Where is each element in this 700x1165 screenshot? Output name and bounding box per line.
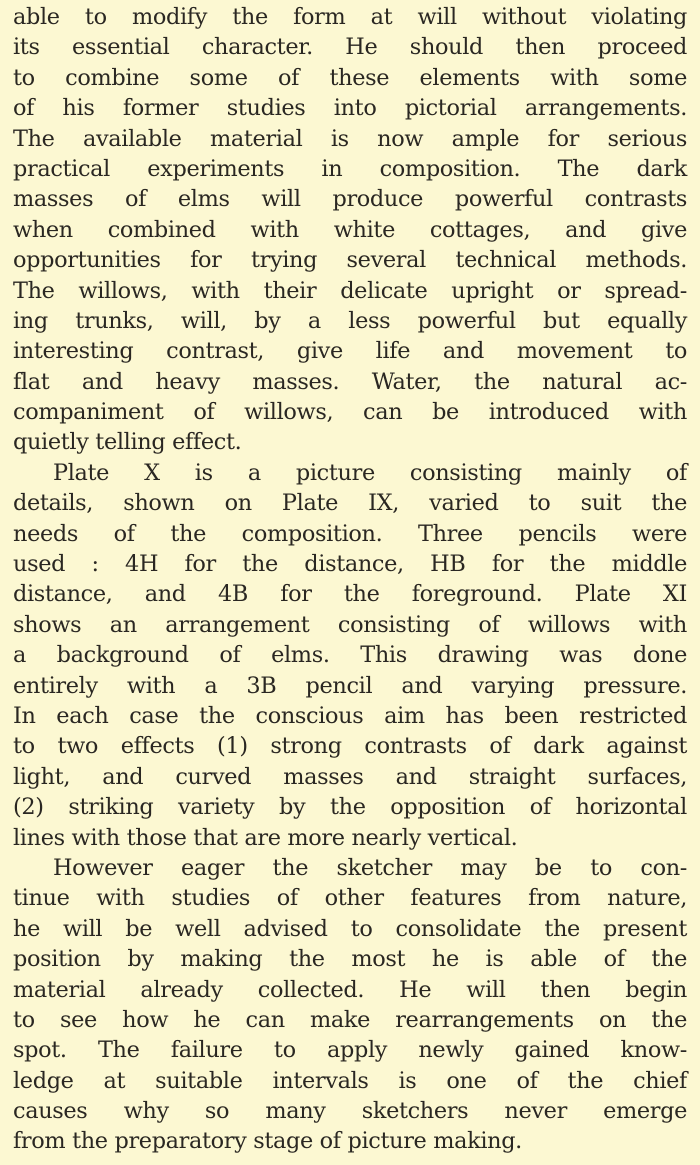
text-line: causes why so many sketchers never emerge — [13, 1098, 687, 1125]
text-line: In each case the conscious aim has been restricted — [13, 702, 687, 729]
text-line: when combined with white cottages, and give — [13, 216, 687, 243]
text-line: ledge at suitable intervals is one of the chief — [13, 1067, 687, 1094]
text-line: needs of the composition. Three pencils were — [13, 520, 687, 547]
text-line: its essential character. He should then proceed — [13, 34, 687, 61]
text-line: shows an arrangement consisting of willows with — [13, 611, 687, 638]
text-line: to combine some of these elements with some — [13, 64, 687, 91]
text-line: companiment of willows, can be introduced with — [13, 399, 687, 426]
text-line: spot. The failure to apply newly gained know- — [13, 1037, 687, 1064]
text-line: to see how he can make rearrangements on the — [13, 1006, 687, 1033]
text-line: light, and curved masses and straight surfaces, — [13, 763, 687, 790]
text-line: distance, and 4B for the foreground. Plate XI — [13, 581, 687, 608]
text-line: ing trunks, will, by a less powerful but equally — [13, 307, 687, 334]
text-line: lines with those that are more nearly vertical. — [13, 824, 518, 851]
text-line: entirely with a 3B pencil and varying pressure. — [13, 672, 687, 699]
text-line: position by making the most he is able of the — [13, 946, 687, 973]
text-line: flat and heavy masses. Water, the natural ac- — [13, 368, 687, 395]
paragraph — [13, 458, 687, 853]
text-line: The willows, with their delicate upright or spread- — [13, 277, 687, 304]
text-line: to two effects (1) strong contrasts of dark against — [13, 733, 687, 760]
text-line: (2) striking variety by the opposition of horizontal — [13, 794, 687, 821]
text-line: of his former studies into pictorial arrangements. — [13, 95, 687, 122]
text-line: details, shown on Plate IX, varied to suit the — [13, 490, 687, 517]
paragraph — [13, 853, 687, 1157]
text-line: he will be well advised to consolidate the present — [13, 915, 687, 942]
text-line: a background of elms. This drawing was done — [13, 642, 687, 669]
text-line: quietly telling effect. — [13, 429, 242, 456]
text-line: However eager the sketcher may be to con- — [53, 854, 687, 881]
text-line: from the preparatory stage of picture making. — [13, 1128, 522, 1155]
text-line: tinue with studies of other features from nature, — [13, 885, 687, 912]
body-text — [13, 2, 687, 1157]
text-line: The available material is now ample for serious — [13, 125, 687, 152]
text-line: material already collected. He will then begin — [13, 976, 687, 1003]
text-line: Plate X is a picture consisting mainly of — [53, 459, 687, 486]
text-line: practical experiments in composition. The dark — [13, 155, 687, 182]
text-line: used : 4H for the distance, HB for the middle — [13, 551, 687, 578]
paragraph — [13, 2, 687, 458]
text-line: masses of elms will produce powerful contrasts — [13, 186, 687, 213]
text-line: interesting contrast, give life and movement to — [13, 338, 687, 365]
text-line: able to modify the form at will without violating — [13, 4, 687, 30]
text-line: opportunities for trying several technical methods. — [13, 247, 687, 274]
